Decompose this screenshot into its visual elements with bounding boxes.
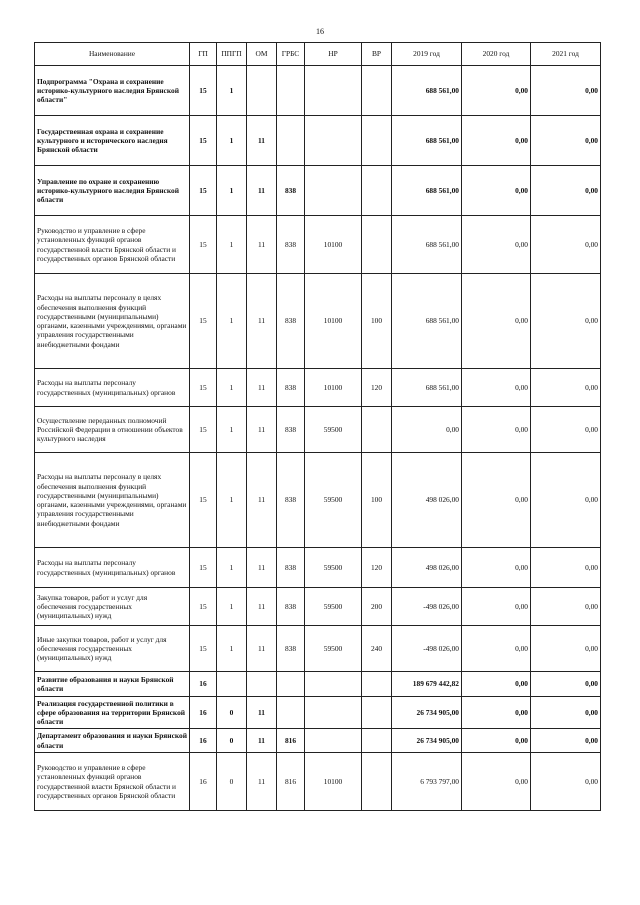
col-header-nr: НР <box>305 43 362 66</box>
row-om <box>247 672 277 697</box>
row-nr <box>305 672 362 697</box>
row-grbs: 838 <box>277 548 305 588</box>
row-om: 11 <box>247 407 277 453</box>
row-2020: 0,00 <box>462 453 531 548</box>
row-2020: 0,00 <box>462 369 531 407</box>
page-number: 16 <box>316 27 324 36</box>
col-header-2021: 2021 год <box>531 43 601 66</box>
table-row <box>35 369 601 407</box>
row-om: 11 <box>247 369 277 407</box>
row-2020: 0,00 <box>462 672 531 697</box>
row-grbs: 838 <box>277 216 305 274</box>
table-row <box>35 66 601 116</box>
table-row <box>35 274 601 369</box>
row-name: Государственная охрана и сохранение культурного и исторического наследия Брянской области <box>35 116 190 166</box>
row-name: Департамент образования и науки Брянской области <box>35 729 190 753</box>
row-vr <box>362 697 392 729</box>
row-2021: 0,00 <box>531 672 601 697</box>
row-vr: 200 <box>362 588 392 626</box>
row-nr <box>305 116 362 166</box>
row-ppgp: 1 <box>217 369 247 407</box>
row-name: Осуществление переданных полномочий Российской Федерации в отношении объектов культурного наследия <box>35 407 190 453</box>
row-name: Подпрограмма "Охрана и сохранение историко-культурного наследия Брянской области" <box>35 66 190 116</box>
row-2021: 0,00 <box>531 274 601 369</box>
row-gp: 16 <box>190 729 217 753</box>
table-row <box>35 626 601 672</box>
row-2020: 0,00 <box>462 588 531 626</box>
row-ppgp: 0 <box>217 753 247 811</box>
table-row <box>35 753 601 811</box>
row-grbs: 816 <box>277 753 305 811</box>
row-ppgp: 1 <box>217 588 247 626</box>
row-2020: 0,00 <box>462 166 531 216</box>
row-name: Управление по охране и сохранению историко-культурного наследия Брянской области <box>35 166 190 216</box>
row-nr <box>305 166 362 216</box>
row-grbs: 838 <box>277 588 305 626</box>
row-name: Расходы на выплаты персоналу в целях обеспечения выполнения функций государственными (муниципальными) органами, казенными учреждениями, органами управления государственными внебюджетными фондами <box>35 274 190 369</box>
row-ppgp: 1 <box>217 166 247 216</box>
row-2020: 0,00 <box>462 66 531 116</box>
row-om: 11 <box>247 697 277 729</box>
row-gp: 15 <box>190 216 217 274</box>
row-2020: 0,00 <box>462 274 531 369</box>
row-2020: 0,00 <box>462 548 531 588</box>
row-name: Реализация государственной политики в сфере образования на территории Брянской области <box>35 697 190 729</box>
row-2021: 0,00 <box>531 729 601 753</box>
row-nr: 10100 <box>305 369 362 407</box>
row-nr: 59500 <box>305 588 362 626</box>
row-nr: 59500 <box>305 626 362 672</box>
row-vr <box>362 753 392 811</box>
row-2021: 0,00 <box>531 588 601 626</box>
col-header-2020: 2020 год <box>462 43 531 66</box>
row-gp: 16 <box>190 697 217 729</box>
row-gp: 15 <box>190 116 217 166</box>
row-2019: 688 561,00 <box>392 166 462 216</box>
row-vr <box>362 407 392 453</box>
row-gp: 15 <box>190 626 217 672</box>
row-2019: 6 793 797,00 <box>392 753 462 811</box>
row-grbs: 838 <box>277 626 305 672</box>
row-om: 11 <box>247 753 277 811</box>
row-2019: 26 734 905,00 <box>392 697 462 729</box>
row-ppgp: 1 <box>217 407 247 453</box>
row-name: Расходы на выплаты персоналу государственных (муниципальных) органов <box>35 369 190 407</box>
row-2021: 0,00 <box>531 116 601 166</box>
table-row <box>35 116 601 166</box>
row-2020: 0,00 <box>462 407 531 453</box>
budget-table <box>34 42 601 811</box>
row-name: Руководство и управление в сфере установленных функций органов государственной власти Брянской области и государственных органов Брянской области <box>35 753 190 811</box>
col-header-ppgp: ППГП <box>217 43 247 66</box>
row-name: Иные закупки товаров, работ и услуг для обеспечения государственных (муниципальных) нужд <box>35 626 190 672</box>
row-om: 11 <box>247 216 277 274</box>
row-gp: 15 <box>190 274 217 369</box>
row-ppgp <box>217 672 247 697</box>
row-2019: 498 026,00 <box>392 453 462 548</box>
row-ppgp: 1 <box>217 453 247 548</box>
row-om: 11 <box>247 453 277 548</box>
row-name: Закупка товаров, работ и услуг для обеспечения государственных (муниципальных) нужд <box>35 588 190 626</box>
row-ppgp: 1 <box>217 116 247 166</box>
row-grbs <box>277 66 305 116</box>
row-gp: 15 <box>190 166 217 216</box>
row-vr <box>362 66 392 116</box>
row-ppgp: 0 <box>217 729 247 753</box>
row-gp: 15 <box>190 369 217 407</box>
row-ppgp: 1 <box>217 548 247 588</box>
row-nr: 10100 <box>305 753 362 811</box>
row-2019: -498 026,00 <box>392 626 462 672</box>
row-om: 11 <box>247 588 277 626</box>
row-gp: 15 <box>190 548 217 588</box>
row-grbs: 838 <box>277 453 305 548</box>
row-grbs: 838 <box>277 274 305 369</box>
row-nr <box>305 729 362 753</box>
table-row <box>35 729 601 753</box>
row-gp: 15 <box>190 453 217 548</box>
row-2019: 688 561,00 <box>392 216 462 274</box>
row-nr: 59500 <box>305 453 362 548</box>
row-nr: 59500 <box>305 407 362 453</box>
row-name: Расходы на выплаты персоналу государственных (муниципальных) органов <box>35 548 190 588</box>
row-gp: 15 <box>190 407 217 453</box>
row-2019: 688 561,00 <box>392 116 462 166</box>
row-om: 11 <box>247 116 277 166</box>
table-row <box>35 672 601 697</box>
row-om: 11 <box>247 626 277 672</box>
row-name: Расходы на выплаты персоналу в целях обеспечения выполнения функций государственными (муниципальными) органами, казенными учреждениями, органами управления государственными внебюджетными фондами <box>35 453 190 548</box>
row-2021: 0,00 <box>531 753 601 811</box>
row-name: Развитие образования и науки Брянской области <box>35 672 190 697</box>
row-ppgp: 1 <box>217 66 247 116</box>
row-2021: 0,00 <box>531 453 601 548</box>
row-2021: 0,00 <box>531 407 601 453</box>
table-row <box>35 216 601 274</box>
row-om: 11 <box>247 274 277 369</box>
row-2019: 688 561,00 <box>392 274 462 369</box>
row-nr: 59500 <box>305 548 362 588</box>
row-vr <box>362 216 392 274</box>
row-gp: 16 <box>190 753 217 811</box>
row-name: Руководство и управление в сфере установленных функций органов государственной власти Брянской области и государственных органов Брянской области <box>35 216 190 274</box>
row-ppgp: 1 <box>217 216 247 274</box>
row-2019: 688 561,00 <box>392 66 462 116</box>
row-om <box>247 66 277 116</box>
row-2021: 0,00 <box>531 66 601 116</box>
row-2019: 0,00 <box>392 407 462 453</box>
row-grbs: 838 <box>277 166 305 216</box>
row-2020: 0,00 <box>462 753 531 811</box>
row-vr: 100 <box>362 453 392 548</box>
table-row <box>35 166 601 216</box>
row-2020: 0,00 <box>462 626 531 672</box>
row-2019: 189 679 442,82 <box>392 672 462 697</box>
row-vr: 120 <box>362 369 392 407</box>
row-nr: 10100 <box>305 216 362 274</box>
table-row <box>35 407 601 453</box>
table-row <box>35 453 601 548</box>
row-2021: 0,00 <box>531 626 601 672</box>
col-header-gp: ГП <box>190 43 217 66</box>
row-2021: 0,00 <box>531 369 601 407</box>
row-gp: 15 <box>190 66 217 116</box>
row-grbs <box>277 672 305 697</box>
row-2020: 0,00 <box>462 697 531 729</box>
row-vr <box>362 166 392 216</box>
row-om: 11 <box>247 729 277 753</box>
row-2019: 688 561,00 <box>392 369 462 407</box>
row-2021: 0,00 <box>531 548 601 588</box>
row-om: 11 <box>247 166 277 216</box>
table-row <box>35 697 601 729</box>
col-header-vr: ВР <box>362 43 392 66</box>
row-2021: 0,00 <box>531 697 601 729</box>
row-2019: 498 026,00 <box>392 548 462 588</box>
row-2019: 26 734 905,00 <box>392 729 462 753</box>
row-2019: -498 026,00 <box>392 588 462 626</box>
row-2020: 0,00 <box>462 116 531 166</box>
row-2021: 0,00 <box>531 166 601 216</box>
row-ppgp: 0 <box>217 697 247 729</box>
row-grbs: 838 <box>277 407 305 453</box>
col-header-grbs: ГРБС <box>277 43 305 66</box>
row-vr: 120 <box>362 548 392 588</box>
row-om: 11 <box>247 548 277 588</box>
table-row <box>35 588 601 626</box>
col-header-name: Наименование <box>35 43 190 66</box>
row-vr: 240 <box>362 626 392 672</box>
row-gp: 15 <box>190 588 217 626</box>
row-nr: 10100 <box>305 274 362 369</box>
row-gp: 16 <box>190 672 217 697</box>
row-vr <box>362 672 392 697</box>
row-vr <box>362 729 392 753</box>
row-ppgp: 1 <box>217 274 247 369</box>
row-ppgp: 1 <box>217 626 247 672</box>
col-header-2019: 2019 год <box>392 43 462 66</box>
header-row <box>35 43 601 66</box>
row-2020: 0,00 <box>462 216 531 274</box>
row-grbs <box>277 697 305 729</box>
table-row <box>35 548 601 588</box>
row-grbs: 816 <box>277 729 305 753</box>
row-nr <box>305 697 362 729</box>
row-2020: 0,00 <box>462 729 531 753</box>
row-grbs: 838 <box>277 369 305 407</box>
row-nr <box>305 66 362 116</box>
col-header-om: ОМ <box>247 43 277 66</box>
row-vr: 100 <box>362 274 392 369</box>
row-grbs <box>277 116 305 166</box>
row-2021: 0,00 <box>531 216 601 274</box>
row-vr <box>362 116 392 166</box>
